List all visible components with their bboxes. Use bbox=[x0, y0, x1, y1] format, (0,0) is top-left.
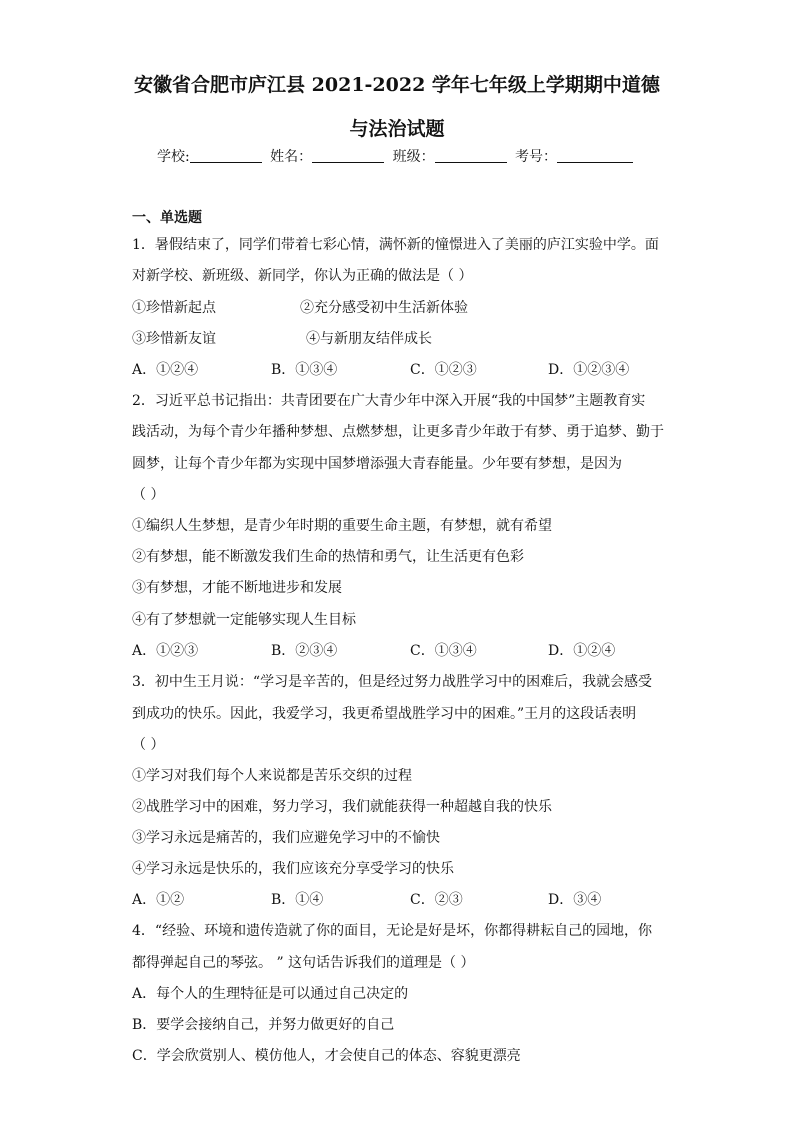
question-4-line: 都得弹起自己的琴弦。 ” 这句话告诉我们的道理是（ ） bbox=[132, 955, 475, 971]
question-1-item: ①珍惜新起点 bbox=[132, 300, 216, 316]
question-2-item: ①编织人生梦想，是青少年时期的重要生命主题，有梦想，就有希望 bbox=[132, 518, 552, 534]
question-4-line: 4．“经验、环境和遗传造就了你的面目，无论是好是坏，你都得耕耘自己的园地，你 bbox=[132, 923, 653, 939]
question-3-item: ③学习永远是痛苦的，我们应避免学习中的不愉快 bbox=[132, 830, 440, 846]
question-4-choice-b[interactable]: B．要学会接纳自己，并努力做更好的自己 bbox=[132, 1017, 395, 1033]
exam-title-line2: 与法治试题 bbox=[349, 118, 445, 140]
question-2-line: 圆梦，让每个青少年都为实现中国梦增添强大青春能量。少年要有梦想，是因为 bbox=[132, 456, 622, 472]
school-blank bbox=[190, 148, 262, 163]
question-2-line: 践活动，为每个青少年播种梦想、点燃梦想，让更多青少年敢于有梦、勇于追梦、勤于 bbox=[132, 424, 664, 440]
section-title: 一、单选题 bbox=[132, 210, 202, 226]
question-1-choice-a[interactable]: A．①②④ bbox=[132, 362, 199, 378]
question-1-choice-b[interactable]: B．①③④ bbox=[271, 362, 338, 378]
question-1-choice-c[interactable]: C．①②③ bbox=[410, 362, 477, 378]
question-3-item: ④学习永远是快乐的，我们应该充分享受学习的快乐 bbox=[132, 861, 454, 877]
id-blank bbox=[557, 148, 633, 163]
question-3-item: ②战胜学习中的困难，努力学习，我们就能获得一种超越自我的快乐 bbox=[132, 799, 552, 815]
id-label: 考号： bbox=[515, 149, 558, 165]
question-2-item: ④有了梦想就一定能够实现人生目标 bbox=[132, 612, 356, 628]
class-blank bbox=[435, 148, 507, 163]
question-1-item: ③珍惜新友谊 bbox=[132, 331, 216, 347]
question-2-choice-b[interactable]: B．②③④ bbox=[271, 643, 338, 659]
exam-title-line1: 安徽省合肥市庐江县 2021-2022 学年七年级上学期期中道德 bbox=[134, 74, 660, 96]
question-3-choice-c[interactable]: C．②③ bbox=[410, 892, 463, 908]
question-1-item: ④与新朋友结伴成长 bbox=[306, 331, 432, 347]
name-label: 姓名： bbox=[270, 149, 313, 165]
question-3-line: 到成功的快乐。因此，我爱学习，我更希望战胜学习中的困难。”王月的这段话表明 bbox=[132, 706, 637, 722]
question-3-item: ①学习对我们每个人来说都是苦乐交织的过程 bbox=[132, 768, 412, 784]
question-2-line: （ ） bbox=[132, 487, 165, 503]
question-2-choice-a[interactable]: A．①②③ bbox=[132, 643, 199, 659]
question-3-choice-b[interactable]: B．①④ bbox=[271, 892, 324, 908]
question-3-line: 3．初中生王月说：“学习是辛苦的，但是经过努力战胜学习中的困难后，我就会感受 bbox=[132, 674, 653, 690]
question-3-choice-a[interactable]: A．①② bbox=[132, 892, 185, 908]
question-4-choice-c[interactable]: C．学会欣赏别人、模仿他人，才会使自己的体态、容貌更漂亮 bbox=[132, 1048, 521, 1064]
question-2-choice-d[interactable]: D．①②④ bbox=[548, 643, 616, 659]
class-label: 班级： bbox=[392, 149, 435, 165]
question-1-line: 1．暑假结束了，同学们带着七彩心情，满怀新的憧憬进入了美丽的庐江实验中学。面 bbox=[132, 237, 659, 253]
question-4-choice-a[interactable]: A．每个人的生理特征是可以通过自己决定的 bbox=[132, 986, 409, 1002]
question-2-item: ③有梦想，才能不断地进步和发展 bbox=[132, 580, 342, 596]
student-info-row bbox=[0, 146, 794, 166]
name-blank bbox=[312, 148, 384, 163]
question-1-choice-d[interactable]: D．①②③④ bbox=[548, 362, 630, 378]
school-label: 学校: bbox=[156, 149, 190, 165]
question-2-choice-c[interactable]: C．①③④ bbox=[410, 643, 477, 659]
question-2-item: ②有梦想，能不断激发我们生命的热情和勇气，让生活更有色彩 bbox=[132, 549, 524, 565]
question-1-line: 对新学校、新班级、新同学，你认为正确的做法是（ ） bbox=[132, 268, 473, 284]
question-1-item: ②充分感受初中生活新体验 bbox=[300, 300, 468, 316]
question-3-choice-d[interactable]: D．③④ bbox=[548, 892, 602, 908]
question-2-line: 2．习近平总书记指出：共青团要在广大青少年中深入开展“我的中国梦”主题教育实 bbox=[132, 393, 646, 409]
question-3-line: （ ） bbox=[132, 737, 165, 753]
